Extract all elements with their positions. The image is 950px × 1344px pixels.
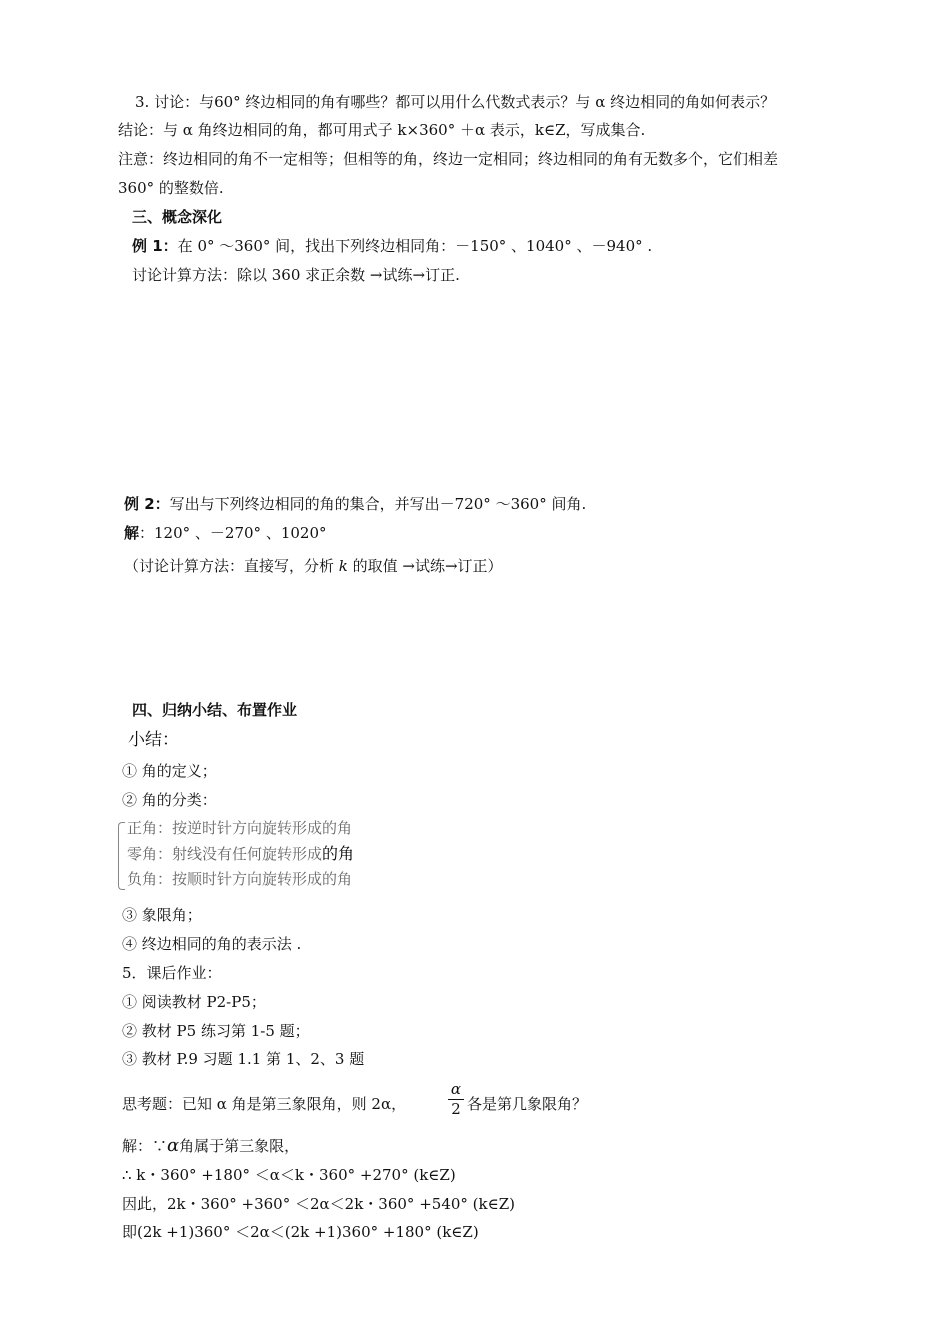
example-2-solution [124, 523, 327, 543]
summary-item-4: ④ 终边相同的角的表示法 . [122, 935, 302, 953]
class-positive-text: 正角：按逆时针方向旋转形成的角 [127, 819, 353, 837]
think-solution-1 [122, 1136, 299, 1156]
method-text-a: （讨论计算方法：直接写，分析 [124, 557, 339, 575]
discussion-line: 3. 讨论：与60° 终边相同的角有哪些？都可以用什么代数式表示？与 α 终边相同的角如何表示？ [135, 93, 776, 111]
section-heading-4: 四、归纳小结、布置作业 [132, 701, 298, 719]
class-zero-tail: 的角 [322, 844, 355, 863]
think-question-b: 各是第几象限角？ [467, 1095, 588, 1113]
note-line-cont: 360° 的整数倍. [118, 179, 224, 197]
homework-item-2: ② 教材 P5 练习第 1-5 题； [122, 1022, 310, 1040]
example-2 [124, 494, 586, 514]
class-positive [127, 818, 352, 838]
think-solution-4: 即(2k +1)360° ＜2α＜(2k +1)360° +180° (k∈Z) [122, 1223, 479, 1241]
solution-text: ：120° 、－270° 、1020° [139, 524, 327, 542]
solution-since: 解：∵ [122, 1137, 168, 1155]
method-text-b: 的取值 →试练→订正） [347, 557, 503, 575]
summary-item-3: ③ 象限角； [122, 906, 202, 924]
homework-item-3: ③ 教材 P.9 习题 1.1 第 1、2、3 题 [122, 1050, 365, 1068]
solution-label: 解 [124, 524, 140, 542]
homework-label: 5．课后作业： [122, 964, 222, 982]
conclusion-line: 结论：与 α 角终边相同的角，都可用式子 k×360° ＋α 表示，k∈Z，写成集合. [118, 121, 646, 139]
homework-item-1: ① 阅读教材 P2-P5； [122, 993, 266, 1011]
class-negative [127, 869, 352, 889]
example-1-text: 在 0° ～360° 间，找出下列终边相同角：－150° 、1040° 、－940° . [177, 237, 653, 255]
summary-item-2: ② 角的分类： [122, 791, 217, 809]
alpha-over-2-fraction [448, 1080, 464, 1118]
note-line: 注意：终边相同的角不一定相等；但相等的角，终边一定相同；终边相同的角有无数多个，它们相差 [118, 150, 779, 168]
method-variable-k: k [338, 557, 348, 575]
example-1 [132, 236, 652, 256]
summary-item-1: ① 角的定义； [122, 762, 217, 780]
think-question-a: 思考题：已知 α 角是第三象限角，则 2α， [122, 1095, 407, 1113]
example-2-label: 例 2： [124, 495, 170, 513]
classification-brace [118, 822, 125, 890]
example-1-label: 例 1： [132, 237, 178, 255]
fraction-numerator: α [448, 1080, 464, 1100]
section-heading-3: 三、概念深化 [132, 208, 223, 226]
think-solution-2: ∴ k・360° +180° ＜α＜k・360° +270° (k∈Z) [122, 1166, 456, 1184]
class-negative-text: 负角：按顺时针方向旋转形成的角 [127, 870, 353, 888]
summary-label: 小结： [128, 730, 179, 750]
example-2-text: 写出与下列终边相同的角的集合，并写出－720° ～360° 间角. [169, 495, 587, 513]
class-zero [127, 844, 354, 864]
example-2-method [124, 556, 503, 576]
fraction-denominator: 2 [451, 1100, 461, 1118]
solution-quadrant: 角属于第三象限， [179, 1137, 300, 1155]
solution-alpha: α [167, 1135, 180, 1156]
class-zero-text: 零角：射线没有任何旋转形成 [127, 845, 323, 863]
think-solution-3: 因此，2k・360° +360° ＜2α＜2k・360° +540° (k∈Z) [122, 1195, 515, 1213]
example-1-method: 讨论计算方法：除以 360 求正余数 →试练→订正. [132, 266, 460, 284]
